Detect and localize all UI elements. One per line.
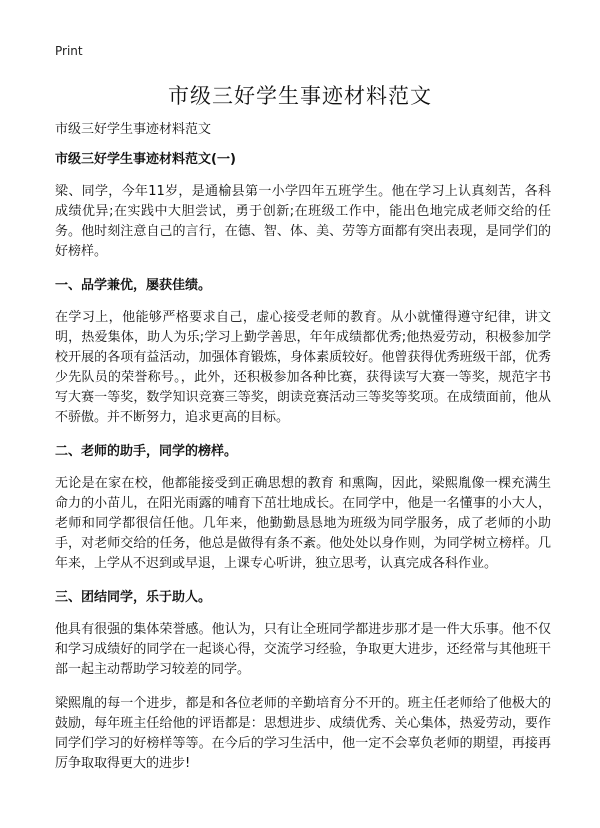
paragraph-3: 他具有很强的集体荣誉感。他认为，只有让全班同学都进步那才是一件大乐事。他不仅和学习成绩好的同学在一起谈心得，交流学习经验，争取更大进步，还经常与其他班干部一起主动帮助学习较差的同学。 — [55, 622, 551, 677]
document-title: 市级三好学生事迹材料范文 — [168, 84, 432, 108]
paragraph-1: 在学习上，他能够严格要求自己，虚心接受老师的教育。从小就懂得遵守纪律，讲文明，热爱集体，助人为乐;学习上勤学善思，年年成绩都优秀;他热爱劳动，积极参加学校开展的各项有益活动，加强体育锻炼，身体素质较好。他曾获得优秀班级干部，优秀少先队员的荣誉称号。，此外，还积极参加各种比赛，获得读写大赛一等奖，规范字书写大赛一等奖，数学知识竞赛三等奖，朗读竞赛活动三等奖等奖项。在成绩面前，他从不骄傲。并不断努力，追求更高的目标。 — [55, 310, 551, 425]
document-subtitle: 市级三好学生事迹材料范文 — [55, 122, 212, 137]
heading-2: 二、老师的助手，同学的榜样。 — [55, 444, 238, 459]
print-link[interactable]: Print — [55, 44, 83, 58]
section-title: 市级三好学生事迹材料范文(一) — [55, 152, 236, 167]
paragraph-2: 无论是在家在校，他都能接受到正确思想的教育 和熏陶，因此，梁熙胤像一棵充满生命力的小苗儿，在阳光雨露的哺育下茁壮地成长。在同学中，他是一名懂事的小大人，老师和同学都很信任他。几年来，他勤勤恳恳地为班级为同学服务，成了老师的小助手，对老师交给的任务，他总是做得有条不紊。他处处以身作则，为同学树立榜样。几年来，上学从不迟到或早退，上课专心听讲，独立思考，认真完成各科作业。 — [55, 476, 551, 571]
paragraph-4: 梁熙胤的每一个进步，都是和各位老师的辛勤培育分不开的。班主任老师给了他极大的鼓励，每年班主任给他的评语都是：思想进步、成绩优秀、关心集体，热爱劳动，要作同学们学习的好榜样等等。在今后的学习生活中，他一定不会辜负老师的期望，再接再厉争取取得更大的进步! — [55, 696, 551, 771]
heading-3: 三、团结同学，乐于助人。 — [55, 590, 212, 605]
intro-paragraph: 梁、同学，今年11岁，是通榆县第一小学四年五班学生。他在学习上认真刻苦，各科成绩优异;在实践中大胆尝试，勇于创新;在班级工作中，能出色地完成老师交给的任务。他时刻注意自己的言行，在德、智、体、美、劳等方面都有突出表现，是同学们的好榜样。 — [55, 184, 551, 259]
heading-1: 一、品学兼优，屡获佳绩。 — [55, 278, 212, 293]
document-body — [55, 120, 551, 788]
